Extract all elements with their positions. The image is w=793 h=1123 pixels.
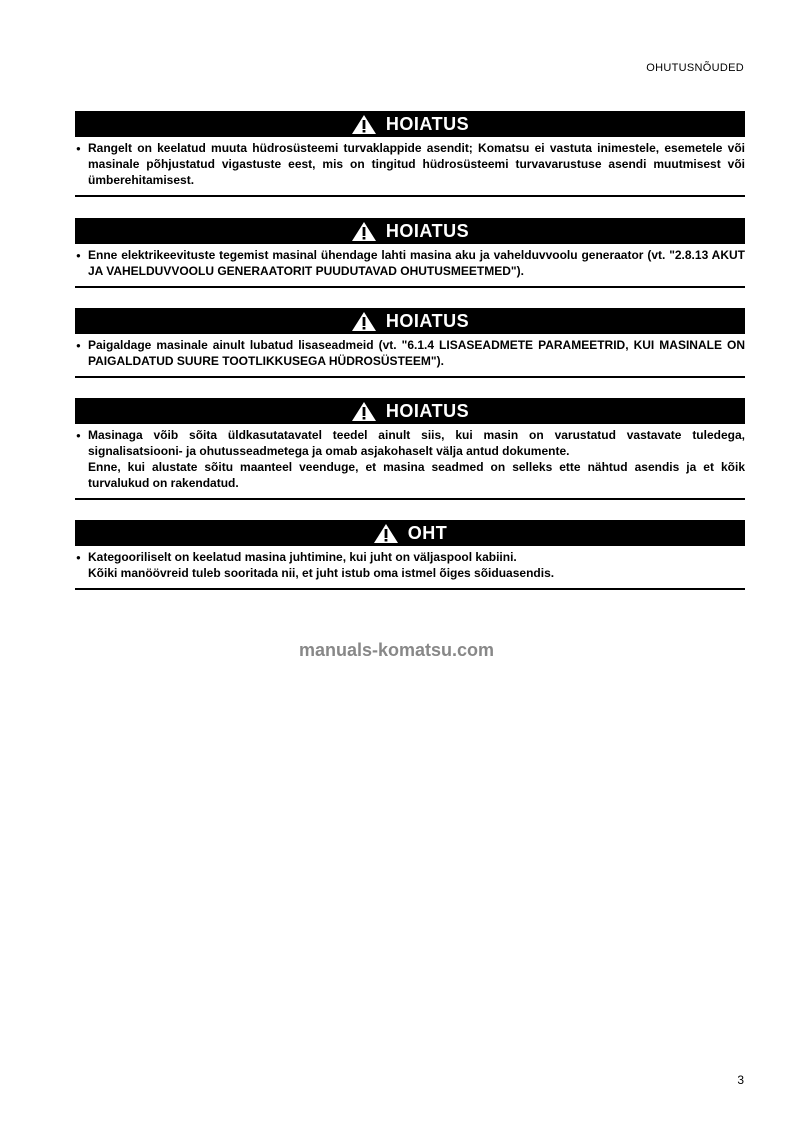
- bullet-icon: ●: [76, 251, 81, 260]
- warning-triangle-icon: [351, 114, 377, 135]
- bullet-icon: ●: [76, 431, 81, 440]
- warning-label: HOIATUS: [385, 220, 470, 241]
- warning-body: [75, 137, 745, 197]
- warning-header: [75, 398, 745, 424]
- warning-body: [75, 546, 745, 590]
- warning-triangle-icon: [351, 401, 377, 422]
- warning-header: [75, 520, 745, 546]
- warning-text: Rangelt on keelatud muuta hüdrosüsteemi turvaklappide asendit; Komatsu ei vastuta inimestele, esemetele või masinale põhjustatud vigastuste eest, mis on tingitud hüdrosüsteemi turvavarustuse asendi muutmisest või ümberehitamisest.: [88, 141, 745, 187]
- bullet-icon: ●: [76, 341, 81, 350]
- page-number: 3: [737, 1073, 744, 1087]
- warning-body: [75, 244, 745, 288]
- bullet-icon: ●: [76, 553, 81, 562]
- warning-box: [75, 111, 745, 197]
- warning-triangle-icon: [351, 221, 377, 242]
- warning-header: [75, 218, 745, 244]
- warning-text: Paigaldage masinale ainult lubatud lisaseadmeid (vt. "6.1.4 LISASEADMETE PARAMEETRID, KUI MASINALE ON PAIGALDATUD SUURE TOOTLIKKUSEGA HÜDROSÜSTEEM").: [88, 338, 745, 368]
- bullet-icon: ●: [76, 144, 81, 153]
- warning-text: Kõiki manöövreid tuleb sooritada nii, et juht istub oma istmel õiges sõiduasendis.: [88, 566, 555, 580]
- watermark: manuals-komatsu.com: [298, 640, 495, 660]
- warning-text: Enne elektrikeevituste tegemist masinal ühendage lahti masina aku ja vahelduvvoolu generaator (vt. "2.8.13 AKUT JA VAHELDUVVOOLU GENERAATORIT PUUDUTAVAD OHUTUSMEETMED").: [88, 248, 745, 278]
- warning-text: Enne, kui alustate sõitu maanteel veenduge, et masina seadmed on selleks ette nähtud asendis ja et kõik turvalukud on rakendatud.: [88, 460, 745, 490]
- warning-label: HOIATUS: [385, 400, 470, 421]
- warning-label: HOIATUS: [385, 113, 470, 134]
- warning-triangle-icon: [373, 523, 399, 544]
- warning-box: [75, 520, 745, 590]
- warning-box: [75, 398, 745, 500]
- warning-box: [75, 218, 745, 288]
- warning-text: Masinaga võib sõita üldkasutatavatel teedel ainult siis, kui masin on varustatud vastavate tuledega, signalisatsiooni- ja ohutusseadmetega ja omab asjakohaselt välja antud dokumente.: [88, 428, 745, 458]
- warning-triangle-icon: [351, 311, 377, 332]
- warning-header: [75, 308, 745, 334]
- warning-body: [75, 424, 745, 500]
- warning-header: [75, 111, 745, 137]
- warning-box: [75, 308, 745, 378]
- warning-body: [75, 334, 745, 378]
- warning-text: Kategooriliselt on keelatud masina juhtimine, kui juht on väljaspool kabiini.: [88, 550, 517, 564]
- warning-label: OHT: [407, 522, 448, 543]
- warning-label: HOIATUS: [385, 310, 470, 331]
- running-header: OHUTUSNÕUDED: [646, 62, 744, 74]
